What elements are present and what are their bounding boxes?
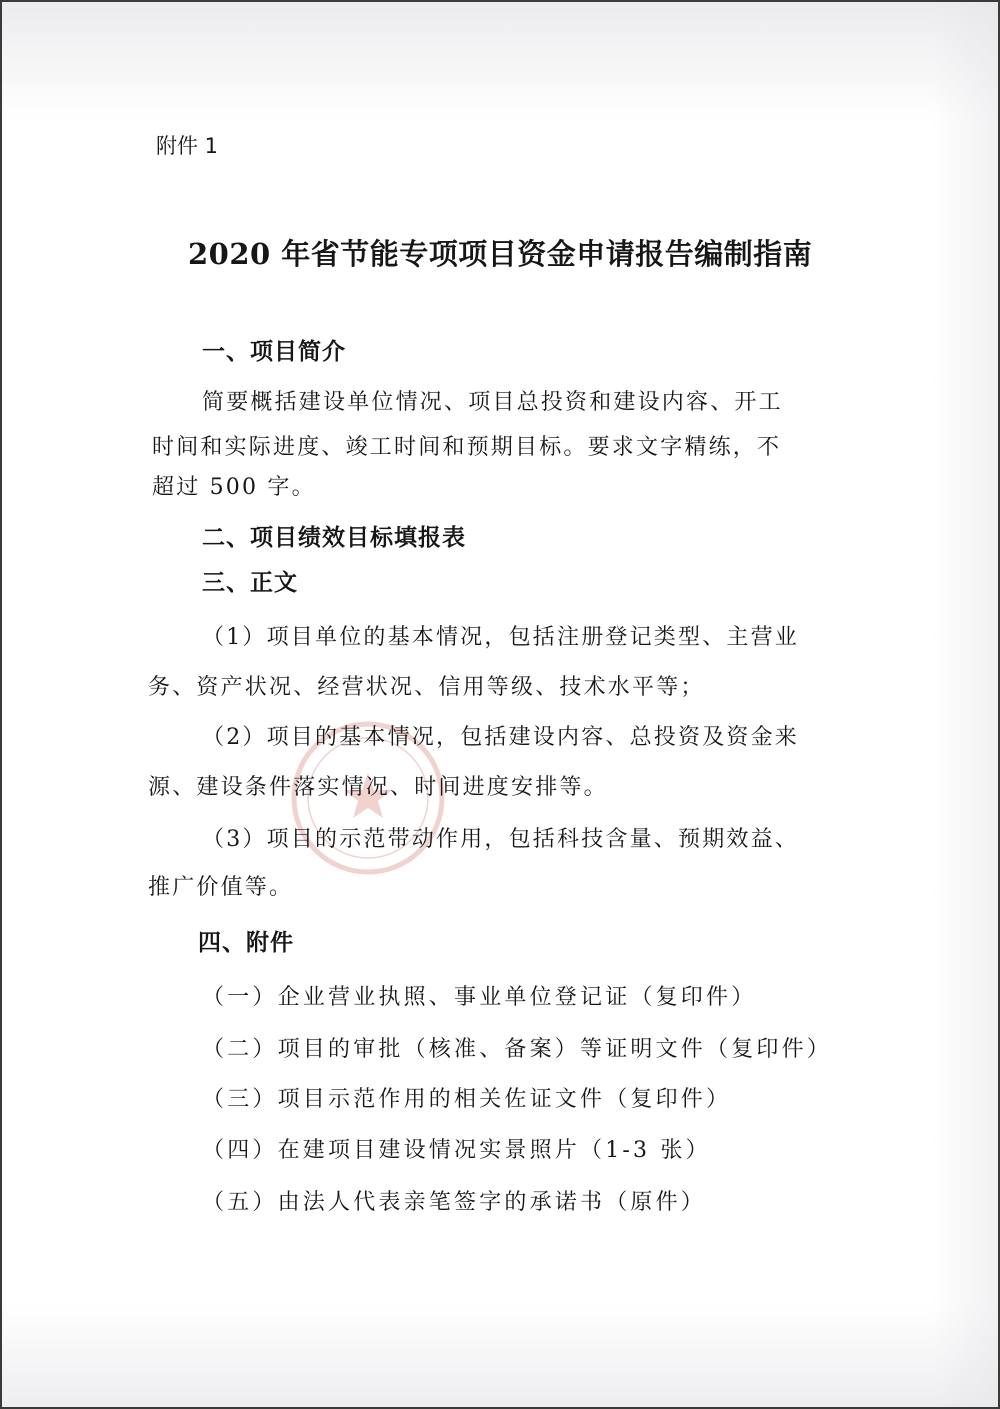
document-title: 2020 年省节能专项项目资金申请报告编制指南 xyxy=(188,237,813,271)
section-overview-line: 简要概括建设单位情况、项目总投资和建设内容、开工 xyxy=(202,390,783,415)
section-overview-line: 时间和实际进度、竣工时间和预期目标。要求文字精练，不 xyxy=(152,435,782,460)
section-overview-line: 超过 500 字。 xyxy=(152,475,316,500)
attachment-list-item: （五）由法人代表亲笔签字的承诺书（原件） xyxy=(202,1190,707,1215)
scan-shadow-top xyxy=(2,2,1000,122)
attachment-label: 附件 1 xyxy=(156,134,219,158)
attachment-list-item: （三）项目示范作用的相关佐证文件（复印件） xyxy=(202,1087,732,1112)
section-heading-main-text: 三、正文 xyxy=(202,570,298,596)
main-text-line: 务、资产状况、经营状况、信用等级、技术水平等； xyxy=(148,675,705,700)
scan-shadow-bottom xyxy=(2,1302,1000,1409)
section-heading-performance-form: 二、项目绩效目标填报表 xyxy=(202,525,466,551)
scan-shadow-right xyxy=(932,2,1000,1409)
main-text-line: 推广价值等。 xyxy=(148,875,294,900)
section-heading-attachments: 四、附件 xyxy=(198,930,294,956)
main-text-line: （2）项目的基本情况，包括建设内容、总投资及资金来 xyxy=(202,725,799,750)
main-text-line: 源、建设条件落实情况、时间进度安排等。 xyxy=(148,775,608,800)
attachment-list-item: （二）项目的审批（核准、备案）等证明文件（复印件） xyxy=(202,1037,833,1062)
section-heading-overview: 一、项目简介 xyxy=(202,339,346,365)
main-text-line: （1）项目单位的基本情况，包括注册登记类型、主营业 xyxy=(202,625,799,650)
attachment-list-item: （一）企业营业执照、事业单位登记证（复印件） xyxy=(202,985,757,1010)
attachment-list-item: （四）在建项目建设情况实景照片（1-3 张） xyxy=(202,1138,711,1163)
main-text-line: （3）项目的示范带动作用，包括科技含量、预期效益、 xyxy=(202,827,799,852)
